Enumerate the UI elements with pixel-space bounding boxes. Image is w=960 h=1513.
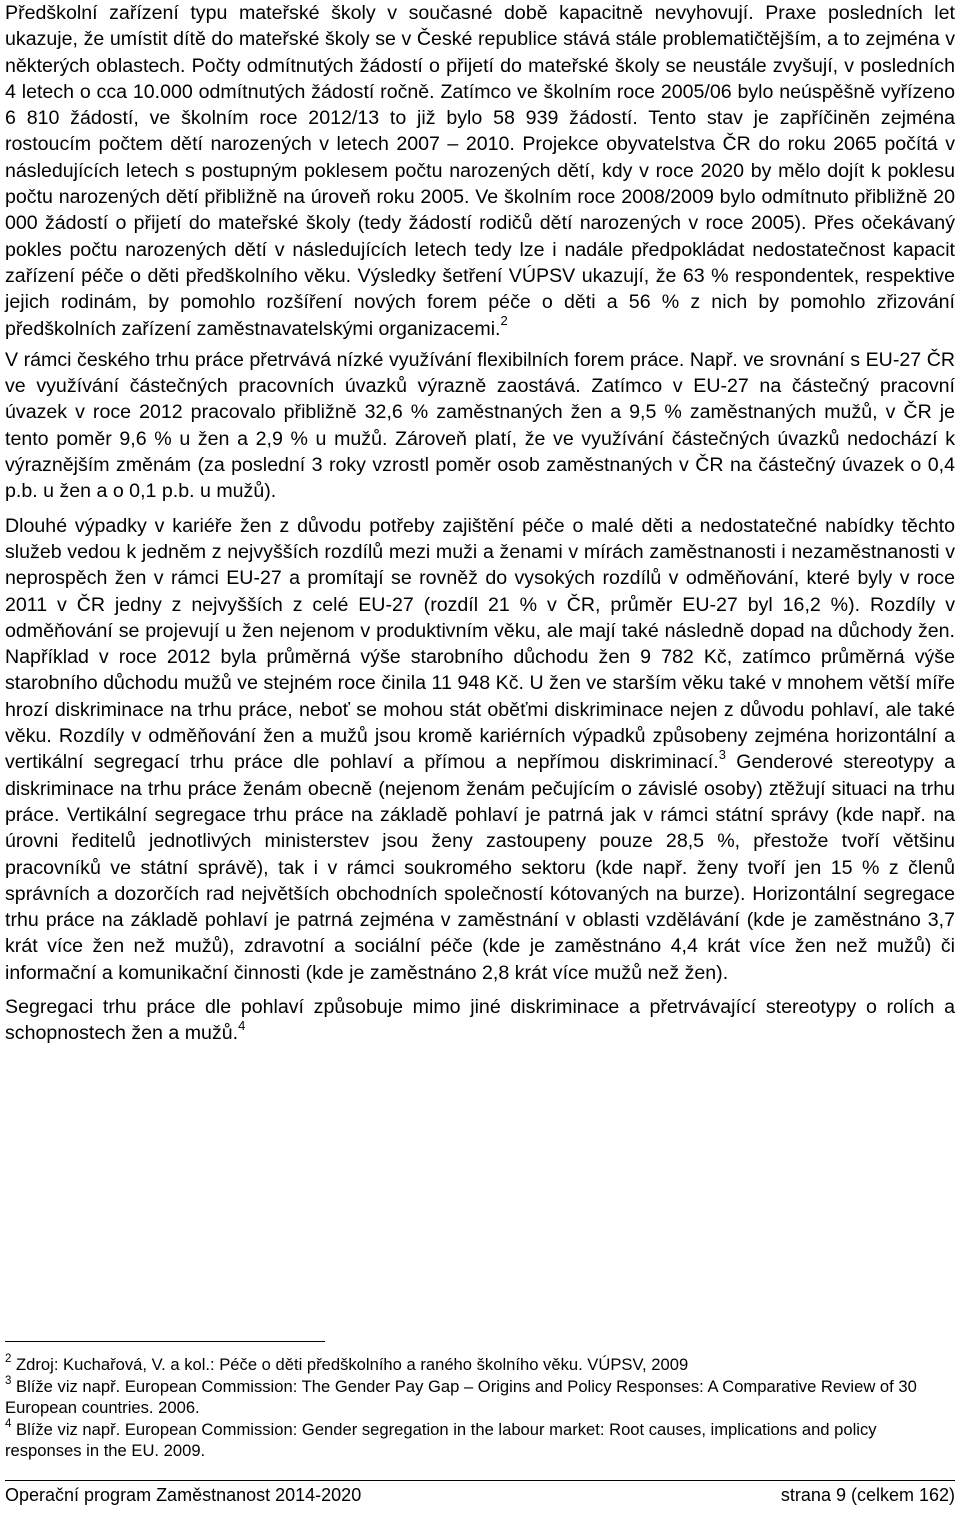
footer-separator [5,1480,955,1481]
paragraph-text: Předškolní zařízení typu mateřské školy v současné době kapacitně nevyhovují. Praxe posledních let ukazuje, že umístit dítě do mateřské školy se v České republice stává stále problematičtějším, a to zejména v některých oblastech. Počty odmítnutých žádostí o přijetí do mateřské školy se neustále zvyšují, v posledních 4 letech o cca 10.000 odmítnutých žádostí ročně. Zatímco ve školním roce 2005/06 bylo neúspěšně vyřízeno 6 810 žádostí, ve školním roce 2012/13 to již bylo 58 939 žádostí. Tento stav je zapříčiněn zejména rostoucím počtem dětí narozených v letech 2007 – 2010. Projekce obyvatelstva ČR do roku 2065 počítá v následujících letech s postupným poklesem počtu narozených dětí, kdy v roce 2020 by mělo dojít k poklesu počtu narozených dětí přibližně na úroveň roku 2005. Ve školním roce 2008/2009 bylo odmítnuto přibližně 20 000 žádostí o přijetí do mateřské školy (tedy žádostí rodičů dětí narozených v roce 2005). Přes očekávaný pokles počtu narozených dětí v následujících letech tedy lze i nadále předpokládat nedostatečnost kapacit zařízení péče o děti předškolního věku. Výsledky šetření VÚPSV ukazují, že 63 % respondentek, respektive jejich rodinám, by pomohlo rozšíření nových forem péče o děti a 56 % z nich by pomohlo zřizování předškolních zařízení zaměstnavatelskými organizacemi. [5,2,955,340]
footnote-text: Zdroj: Kuchařová, V. a kol.: Péče o děti předškolního a raného školního věku. VÚPSV, 2009 [11,1355,689,1374]
footnote-separator [5,1341,325,1342]
footnote-text: Blíže viz např. European Commission: The Gender Pay Gap – Origins and Policy Responses: A Comparative Review of 30 European countries. 2006. [5,1376,917,1417]
footnote-text: Blíže viz např. European Commission: Gender segregation in the labour market: Root causes, implications and policy responses in the EU. 2009. [5,1419,877,1460]
footnote-ref-4: 4 [238,1017,246,1033]
paragraph-career-gaps [5,513,955,986]
paragraph-text: Dlouhé výpadky v kariéře žen z důvodu potřeby zajištění péče o malé děti a nedostatečné nabídky těchto služeb vedou k jedněm z nejvyšších rozdílů mezi muži a ženami v mírách zaměstnanosti i nezaměstnanosti v neprospěch žen v rámci EU-27 a promítají se rovněž do vysokých rozdílů v odměňování, které byly v roce 2011 v ČR jedny z nejvyšších z celé EU-27 (rozdíl 21 % v ČR, průměr EU-27 byl 16,2 %). Rozdíly v odměňování se projevují u žen nejenom v produktivním věku, ale mají také následně dopad na důchody žen. Například v roce 2012 byla průměrná výše starobního důchodu žen 9 782 Kč, zatímco průměrná výše starobního důchodu mužů ve stejném roce činila 11 948 Kč. U žen ve starším věku také v mnohem větší míře hrozí diskriminace na trhu práce, neboť se mohou stát oběťmi diskriminace nejen z důvodu pohlaví, ale také věku. Rozdíly v odměňování žen a mužů jsou kromě kariérních výpadků způsobeny zejména horizontální a vertikální segregací trhu práce dle pohlaví a přímou a nepřímou diskriminací. [5,514,955,774]
paragraph-text-continued: Genderové stereotypy a diskriminace na trhu práce ženám obecně (nejenom ženám pečujícím o závislé osoby) ztěžují situaci na trhu práce. Vertikální segregace trhu práce na základě pohlaví je patrná jak v rámci státní správy (kde např. na úrovni ředitelů jednotlivých ministerstev jsou ženy zastoupeny pouze 28,5 %, přestože tvoří většinu pracovníků ve státní správě), tak i v rámci soukromého sektoru (kde např. ženy tvoří jen 15 % z členů správních a dozorčích rad největších obchodních společností kótovaných na burze). Horizontální segregace trhu práce na základě pohlaví je patrná zejména v zaměstnání v oblasti vzdělávání (kde je zaměstnáno 3,7 krát více žen než mužů), zdravotní a sociální péče (kde je zaměstnáno 4,4 krát více žen než mužů) či informační a komunikační činnosti (kde je zaměstnáno 2,8 krát více mužů než žen). [5,751,955,984]
paragraph-segregation [5,994,955,1047]
footnote-number: 4 [5,1417,12,1430]
footnote-4 [5,1419,955,1462]
document-page [5,0,955,1047]
paragraph-text: V rámci českého trhu práce přetrvává nízké využívání flexibilních forem práce. Např. ve srovnání s EU-27 ČR ve využívání částečných pracovních úvazků výrazně zaostává. Zatímco v EU-27 na částečný pracovní úvazek v roce 2012 pracovalo přibližně 32,6 % zaměstnaných žen a 9,5 % zaměstnaných mužů, v ČR je tento poměr 9,6 % u žen a 2,9 % u mužů. Zároveň platí, že ve využívání částečných úvazků nedochází k výraznějším změnám (za poslední 3 roky vzrostl poměr osob zaměstnaných v ČR na částečný úvazek o 0,4 p.b. u žen a o 0,1 p.b. u mužů). [5,348,955,503]
footnote-number: 3 [5,1374,12,1387]
footnotes [5,1354,955,1462]
footnote-ref-2: 2 [500,313,508,329]
footnote-2 [5,1354,955,1376]
footnote-number: 2 [5,1353,12,1366]
paragraph-preschool-capacity [5,0,955,342]
footnote-ref-3: 3 [718,746,726,762]
footer-page-number: strana 9 (celkem 162) [780,1485,955,1505]
page-footer [5,1483,955,1507]
footer-program-name: Operační program Zaměstnanost 2014-2020 [5,1485,362,1505]
paragraph-text: Segregaci trhu práce dle pohlaví způsobuje mimo jiné diskriminace a přetrvávající stereotypy o rolích a schopnostech žen a mužů. [5,995,955,1045]
paragraph-flexible-work [5,347,955,505]
footnote-3 [5,1376,955,1419]
